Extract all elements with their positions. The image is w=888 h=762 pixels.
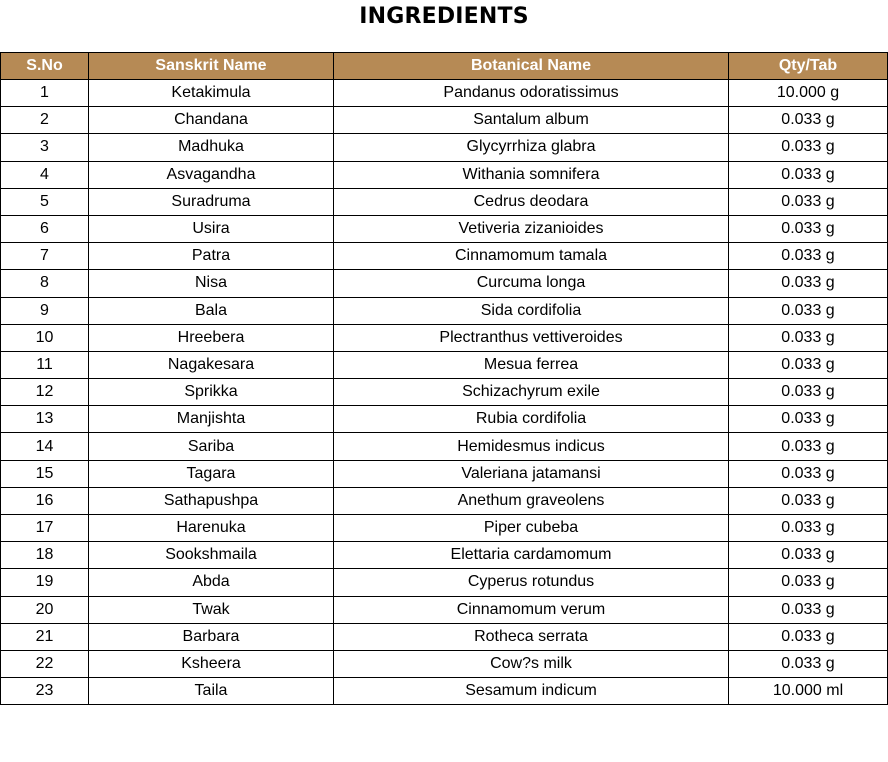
serial-number-cell: 6 bbox=[1, 215, 89, 242]
serial-number-cell: 5 bbox=[1, 188, 89, 215]
column-header-serial-number: S.No bbox=[1, 53, 89, 80]
sanskrit-name-cell: Tagara bbox=[89, 460, 334, 487]
botanical-name-cell: Cow?s milk bbox=[334, 650, 729, 677]
table-row bbox=[1, 324, 888, 351]
table-row bbox=[1, 515, 888, 542]
serial-number-cell: 15 bbox=[1, 460, 89, 487]
botanical-name-cell: Curcuma longa bbox=[334, 270, 729, 297]
botanical-name-cell: Cinnamomum verum bbox=[334, 596, 729, 623]
table-row bbox=[1, 297, 888, 324]
sanskrit-name-cell: Abda bbox=[89, 569, 334, 596]
sanskrit-name-cell: Patra bbox=[89, 243, 334, 270]
table-row bbox=[1, 406, 888, 433]
botanical-name-cell: Anethum graveolens bbox=[334, 487, 729, 514]
table-row bbox=[1, 134, 888, 161]
ingredients-table bbox=[0, 52, 888, 705]
sanskrit-name-cell: Madhuka bbox=[89, 134, 334, 161]
botanical-name-cell: Glycyrrhiza glabra bbox=[334, 134, 729, 161]
serial-number-cell: 10 bbox=[1, 324, 89, 351]
serial-number-cell: 17 bbox=[1, 515, 89, 542]
quantity-cell: 0.033 g bbox=[729, 188, 888, 215]
sanskrit-name-cell: Bala bbox=[89, 297, 334, 324]
sanskrit-name-cell: Sathapushpa bbox=[89, 487, 334, 514]
botanical-name-cell: Vetiveria zizanioides bbox=[334, 215, 729, 242]
sanskrit-name-cell: Suradruma bbox=[89, 188, 334, 215]
serial-number-cell: 7 bbox=[1, 243, 89, 270]
table-row bbox=[1, 433, 888, 460]
quantity-cell: 0.033 g bbox=[729, 379, 888, 406]
botanical-name-cell: Hemidesmus indicus bbox=[334, 433, 729, 460]
quantity-cell: 0.033 g bbox=[729, 623, 888, 650]
botanical-name-cell: Cinnamomum tamala bbox=[334, 243, 729, 270]
serial-number-cell: 8 bbox=[1, 270, 89, 297]
serial-number-cell: 11 bbox=[1, 351, 89, 378]
quantity-cell: 0.033 g bbox=[729, 243, 888, 270]
table-row bbox=[1, 243, 888, 270]
serial-number-cell: 18 bbox=[1, 542, 89, 569]
quantity-cell: 0.033 g bbox=[729, 487, 888, 514]
table-row bbox=[1, 107, 888, 134]
quantity-cell: 0.033 g bbox=[729, 107, 888, 134]
quantity-cell: 0.033 g bbox=[729, 406, 888, 433]
table-body bbox=[1, 80, 888, 705]
sanskrit-name-cell: Sookshmaila bbox=[89, 542, 334, 569]
table-row bbox=[1, 270, 888, 297]
sanskrit-name-cell: Twak bbox=[89, 596, 334, 623]
quantity-cell: 0.033 g bbox=[729, 161, 888, 188]
botanical-name-cell: Sesamum indicum bbox=[334, 678, 729, 705]
botanical-name-cell: Valeriana jatamansi bbox=[334, 460, 729, 487]
serial-number-cell: 22 bbox=[1, 650, 89, 677]
botanical-name-cell: Pandanus odoratissimus bbox=[334, 80, 729, 107]
botanical-name-cell: Cedrus deodara bbox=[334, 188, 729, 215]
botanical-name-cell: Sida cordifolia bbox=[334, 297, 729, 324]
sanskrit-name-cell: Sariba bbox=[89, 433, 334, 460]
sanskrit-name-cell: Manjishta bbox=[89, 406, 334, 433]
sanskrit-name-cell: Nisa bbox=[89, 270, 334, 297]
serial-number-cell: 16 bbox=[1, 487, 89, 514]
quantity-cell: 0.033 g bbox=[729, 596, 888, 623]
table-row bbox=[1, 596, 888, 623]
serial-number-cell: 12 bbox=[1, 379, 89, 406]
quantity-cell: 0.033 g bbox=[729, 215, 888, 242]
botanical-name-cell: Rotheca serrata bbox=[334, 623, 729, 650]
quantity-cell: 0.033 g bbox=[729, 134, 888, 161]
table-row bbox=[1, 460, 888, 487]
table-row bbox=[1, 623, 888, 650]
quantity-cell: 0.033 g bbox=[729, 324, 888, 351]
sanskrit-name-cell: Ketakimula bbox=[89, 80, 334, 107]
quantity-cell: 10.000 ml bbox=[729, 678, 888, 705]
table-row bbox=[1, 569, 888, 596]
serial-number-cell: 4 bbox=[1, 161, 89, 188]
botanical-name-cell: Schizachyrum exile bbox=[334, 379, 729, 406]
botanical-name-cell: Mesua ferrea bbox=[334, 351, 729, 378]
sanskrit-name-cell: Sprikka bbox=[89, 379, 334, 406]
sanskrit-name-cell: Harenuka bbox=[89, 515, 334, 542]
sanskrit-name-cell: Nagakesara bbox=[89, 351, 334, 378]
botanical-name-cell: Cyperus rotundus bbox=[334, 569, 729, 596]
quantity-cell: 0.033 g bbox=[729, 270, 888, 297]
serial-number-cell: 19 bbox=[1, 569, 89, 596]
table-row bbox=[1, 351, 888, 378]
page-title: INGREDIENTS bbox=[359, 4, 529, 29]
sanskrit-name-cell: Usira bbox=[89, 215, 334, 242]
sanskrit-name-cell: Taila bbox=[89, 678, 334, 705]
column-header-sanskrit-name: Sanskrit Name bbox=[89, 53, 334, 80]
header-row bbox=[1, 53, 888, 80]
quantity-cell: 0.033 g bbox=[729, 433, 888, 460]
sanskrit-name-cell: Barbara bbox=[89, 623, 334, 650]
quantity-cell: 0.033 g bbox=[729, 515, 888, 542]
serial-number-cell: 1 bbox=[1, 80, 89, 107]
table-row bbox=[1, 542, 888, 569]
botanical-name-cell: Santalum album bbox=[334, 107, 729, 134]
botanical-name-cell: Piper cubeba bbox=[334, 515, 729, 542]
quantity-cell: 0.033 g bbox=[729, 650, 888, 677]
quantity-cell: 0.033 g bbox=[729, 542, 888, 569]
table-row bbox=[1, 379, 888, 406]
column-header-botanical-name: Botanical Name bbox=[334, 53, 729, 80]
table-row bbox=[1, 487, 888, 514]
quantity-cell: 0.033 g bbox=[729, 569, 888, 596]
column-header-quantity-per-tab: Qty/Tab bbox=[729, 53, 888, 80]
serial-number-cell: 9 bbox=[1, 297, 89, 324]
quantity-cell: 0.033 g bbox=[729, 351, 888, 378]
botanical-name-cell: Rubia cordifolia bbox=[334, 406, 729, 433]
botanical-name-cell: Plectranthus vettiveroides bbox=[334, 324, 729, 351]
sanskrit-name-cell: Hreebera bbox=[89, 324, 334, 351]
serial-number-cell: 2 bbox=[1, 107, 89, 134]
table-row bbox=[1, 188, 888, 215]
table-row bbox=[1, 161, 888, 188]
table-row bbox=[1, 678, 888, 705]
quantity-cell: 10.000 g bbox=[729, 80, 888, 107]
sanskrit-name-cell: Asvagandha bbox=[89, 161, 334, 188]
table-row bbox=[1, 215, 888, 242]
serial-number-cell: 14 bbox=[1, 433, 89, 460]
sanskrit-name-cell: Chandana bbox=[89, 107, 334, 134]
serial-number-cell: 13 bbox=[1, 406, 89, 433]
quantity-cell: 0.033 g bbox=[729, 297, 888, 324]
serial-number-cell: 3 bbox=[1, 134, 89, 161]
botanical-name-cell: Elettaria cardamomum bbox=[334, 542, 729, 569]
serial-number-cell: 20 bbox=[1, 596, 89, 623]
table-header bbox=[1, 53, 888, 80]
sanskrit-name-cell: Ksheera bbox=[89, 650, 334, 677]
botanical-name-cell: Withania somnifera bbox=[334, 161, 729, 188]
table-row bbox=[1, 80, 888, 107]
serial-number-cell: 23 bbox=[1, 678, 89, 705]
table-row bbox=[1, 650, 888, 677]
quantity-cell: 0.033 g bbox=[729, 460, 888, 487]
serial-number-cell: 21 bbox=[1, 623, 89, 650]
